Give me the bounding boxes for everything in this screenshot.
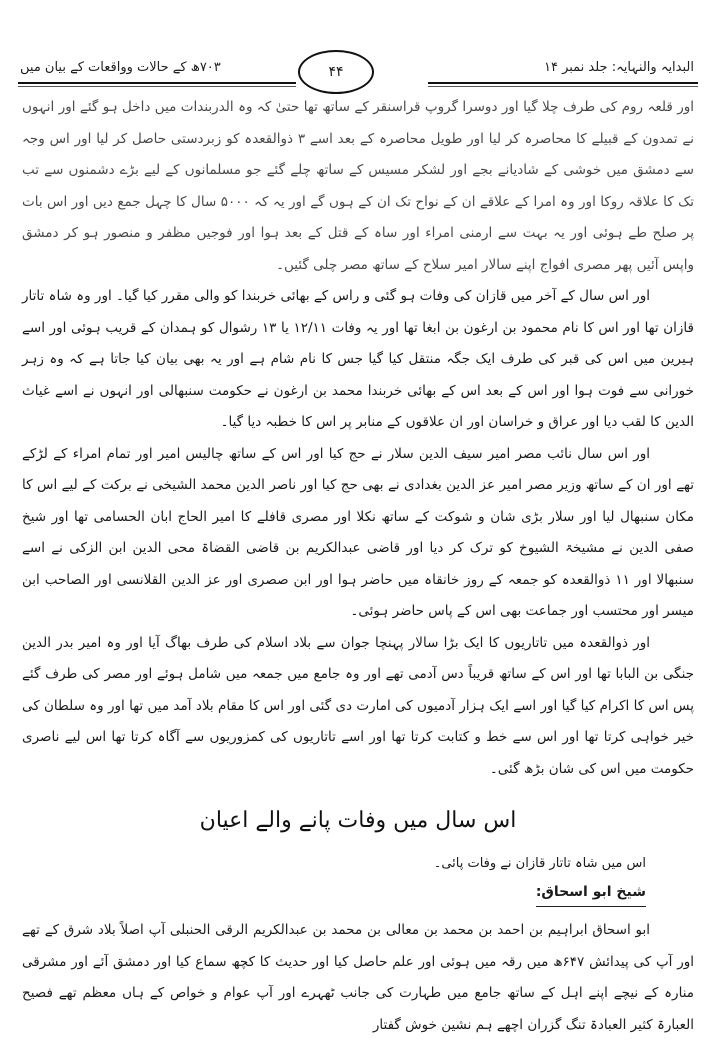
running-header: [14, 48, 702, 88]
book-title: البدایہ والنہایہ: جلد نمبر ۱۴: [543, 60, 694, 75]
header-rule-right: [428, 82, 698, 84]
paragraph-4: اور ذوالقعدہ میں تاتاریوں کا ایک بڑا سالار پہنچا جوان سے بلاد اسلام کی طرف بھاگ آیا اور وہ امیر بدر الدین جنگی بن البابا تھا اور اس کے ساتھ قریباً دس آدمی تھے اور وہ جامع میں جمعہ میں شامل ہوئے اور مصر کی طرف گئے پس اس کا اکرام کیا گیا اور اسے ایک ہزار آدمیوں کی امارت دی گئی اور اس کا مقام بلاد آمد میں تھا اور وہ سلطان کی خیر خواہی کرتا تھا اور اس سے خط و کتابت کرتا تھا اور اسے تاتاریوں کی کمزوریوں سے آگاہ کرتا تھا اس لیے ناصری حکومت میں اس کی شان بڑھ گئی۔: [22, 634, 694, 777]
paragraph-3: اور اس سال نائب مصر امیر سیف الدین سلار نے حج کیا اور اس کے ساتھ چالیس امیر اور تمام امراء کے لڑکے تھے اور ان کے ساتھ وزیر مصر امیر عز الدین بغدادی نے بھی حج کیا اور ناصر الدین محمد الشیخی نے برکت کے لیے اس کا مکان سنبھال لیا اور سلار بڑی شان و شوکت کے ساتھ نکلا اور مصری قافلے کا امیر الحاج ابان الحسامی تھا اور شیخ صفی الدین نے مشیخۃ الشیوخ کو ترک کر دیا اور قاضی عبدالکریم بن قاضی القضاۃ محی الدین ابن الزکی نے اسے سنبھالا اور ۱۱ ذوالقعدہ کو جمعہ کے روز خانقاہ میں حاضر ہوا اور ابن صصری اور عز الدین القلانسی اور الصاحب ابن میسر اور محتسب اور جماعت بھی اس کے پاس حاضر ہوئی۔: [22, 445, 694, 619]
page-number: ۴۴: [328, 64, 344, 80]
entry-subheading: شیخ ابو اسحاق:: [536, 879, 646, 907]
entry-paragraph: ابو اسحاق ابراہیم بن احمد بن محمد بن معالی بن محمد بن عبدالکریم الرقی الحنبلی آپ اصلاً بلاد شرق کے تھے اور آپ کی پیدائش ۶۴۷ھ میں رقہ میں ہوئی اور علم حاصل کیا اور حدیث کا کچھ سماع کیا اور دمشق آئے اور مشرقی منارہ کے نیچے اپنے اہل کے ساتھ جامع میں طہارت کی جانب ٹھہرے اور آپ عوام و خواص کے ہاں معظم تھے فصیح العبارۃ کثیر العبادۃ تنگ گزران اچھے ہم نشین خوش گفتار: [22, 922, 694, 1033]
page-body: [22, 92, 694, 1041]
header-rule-right-thin: [428, 86, 698, 87]
header-rule-left-thin: [18, 86, 296, 87]
paragraph-2: اور اس سال کے آخر میں قازان کی وفات ہو گئی و راس کے بھائی خربندا کو والی مقرر کیا گیا۔ اور وہ شاہ تاتار قازان تھا اور اس کا نام محمود بن ارغون بن ابغا تھا اور یہ وفات ۱۲/۱۱ یا ۱۳ رشوال کو ہمدان کے قریب ہوئی اور اسے ہیرین میں اس کی قبر کی طرف ایک جگہ منتقل کیا گیا جس کا نام شام ہے اور یہ بھی بیان کیا جاتا ہے کہ وہ زہر خورانی سے فوت ہوا اور اس کے بعد اس کے بھائی خربندا محمد بن ارغون نے حکومت سنبھالی اور انہوں نے اسے غیاث الدین کا لقب دیا اور عراق و خراسان اور ان علاقوں کے منابر پر اس کا خطبہ دیا گیا۔: [22, 288, 694, 430]
header-rule-left: [18, 82, 296, 84]
paragraph-1: اور قلعہ روم کی طرف چلا گیا اور دوسرا گروپ قراسنقر کے ساتھ تھا حتیٰ کہ وہ الدربندات میں داخل ہو گئے اور انہوں نے تمدون کے قبیلے کا محاصرہ کر لیا اور طویل محاصرہ کے بعد اسے ۳ ذوالقعدہ کو زبردستی حاصل کر لیا اور اس وجہ سے دمشق میں خوشی کے شادیانے بجے اور لشکر مسیس کے ساتھ چلے گئے جو مسلمانوں کے لیے بڑے دشمنوں سے تب تک کا علاقہ روکا اور وہ امرا کے علاقے ان کے نواح تک ان کے ہوں گے اور یہ کہ ۵۰۰۰ سال کا چہل جمع دیں اور اس بات پر صلح طے ہوئی اور یہ بہت سے ارمنی امراء اور ساہ کے قتل کے بعد ہوا اور فوجیں مظفر و منصور ہو کر دمشق واپس آئیں پھر مصری افواج اپنے سالار امیر سلاح کے ساتھ مصر چلی گئیں۔: [22, 99, 694, 273]
subheading-wrapper: [22, 877, 694, 915]
section-intro: اس میں شاہ تاتار قازان نے وفات پائی۔: [433, 856, 646, 871]
chapter-title: ۷۰۳ھ کے حالات وواقعات کے بیان میں: [20, 60, 221, 75]
page-number-badge: [298, 50, 374, 94]
section-heading: اس سال میں وفات پانے والے اعیان: [199, 808, 517, 833]
